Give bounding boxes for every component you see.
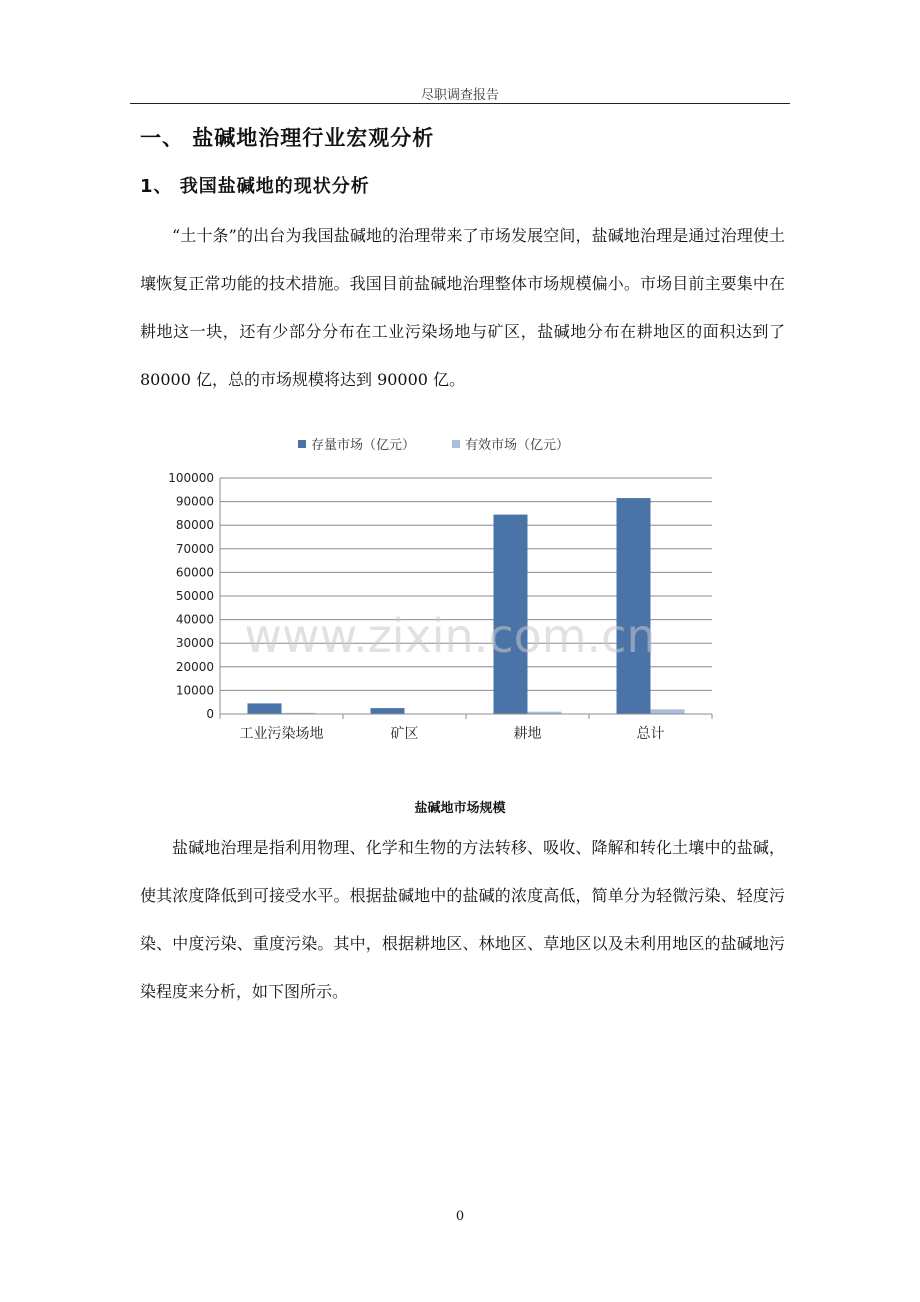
market-size-chart xyxy=(150,420,730,750)
paragraph-intro: “土十条”的出台为我国盐碱地的治理带来了市场发展空间，盐碱地治理是通过治理使土壤恢复正常功能的技术措施。我国目前盐碱地治理整体市场规模偏小。市场目前主要集中在耕地这一块，还有少部分分布在工业污染场地与矿区，盐碱地分布在耕地区的面积达到了 80000 亿，总的市场规模将达到 90000 亿。 xyxy=(140,226,785,389)
header-rule xyxy=(130,103,790,104)
legend-swatch-0 xyxy=(298,440,306,448)
legend-label-0: 存量市场（亿元） xyxy=(311,438,416,453)
chart-legend xyxy=(298,437,569,453)
page-header: 尽职调查报告 xyxy=(420,88,499,103)
y-tick-label: 50000 xyxy=(175,589,214,603)
y-tick-label: 60000 xyxy=(175,565,214,580)
x-tick-label: 矿区 xyxy=(390,726,419,742)
bar-0-0 xyxy=(248,703,282,714)
watermark: www.zixin.com.cn xyxy=(244,609,656,663)
bar-0-3 xyxy=(617,498,651,714)
y-tick-label: 40000 xyxy=(175,612,214,627)
y-tick-label: 90000 xyxy=(175,494,214,509)
chart-bars xyxy=(248,498,685,714)
y-tick-label: 70000 xyxy=(175,541,214,556)
x-tick-label: 耕地 xyxy=(513,726,542,742)
legend-swatch-1 xyxy=(452,440,460,448)
y-tick-label: 20000 xyxy=(175,659,214,674)
y-tick-label: 100000 xyxy=(168,471,214,485)
legend-label-1: 有效市场（亿元） xyxy=(465,438,570,453)
y-axis xyxy=(168,471,220,721)
y-tick-label: 0 xyxy=(206,707,214,721)
x-tick-label: 工业污染场地 xyxy=(239,726,324,742)
x-tick-label: 总计 xyxy=(636,726,665,742)
chart-caption: 盐碱地市场规模 xyxy=(414,801,506,816)
y-tick-label: 80000 xyxy=(175,518,214,533)
paragraph-desalination: 盐碱地治理是指利用物理、化学和生物的方法转移、吸收、降解和转化土壤中的盐碱，使其浓度降低到可接受水平。根据盐碱地中的盐碱的浓度高低，简单分为轻微污染、轻度污染、中度污染、重度污染。其中，根据耕地区、林地区、草地区以及未利用地区的盐碱地污染程度来分析，如下图所示。 xyxy=(140,838,785,1001)
bar-1-3 xyxy=(651,709,685,714)
y-tick-label: 10000 xyxy=(175,683,214,698)
x-axis xyxy=(220,714,712,742)
subsection-heading: 1、 我国盐碱地的现状分析 xyxy=(140,176,370,197)
bar-0-1 xyxy=(371,708,405,714)
page-number: 0 xyxy=(455,1209,465,1224)
y-tick-label: 30000 xyxy=(175,636,214,651)
section-heading: 一、 盐碱地治理行业宏观分析 xyxy=(140,126,435,150)
